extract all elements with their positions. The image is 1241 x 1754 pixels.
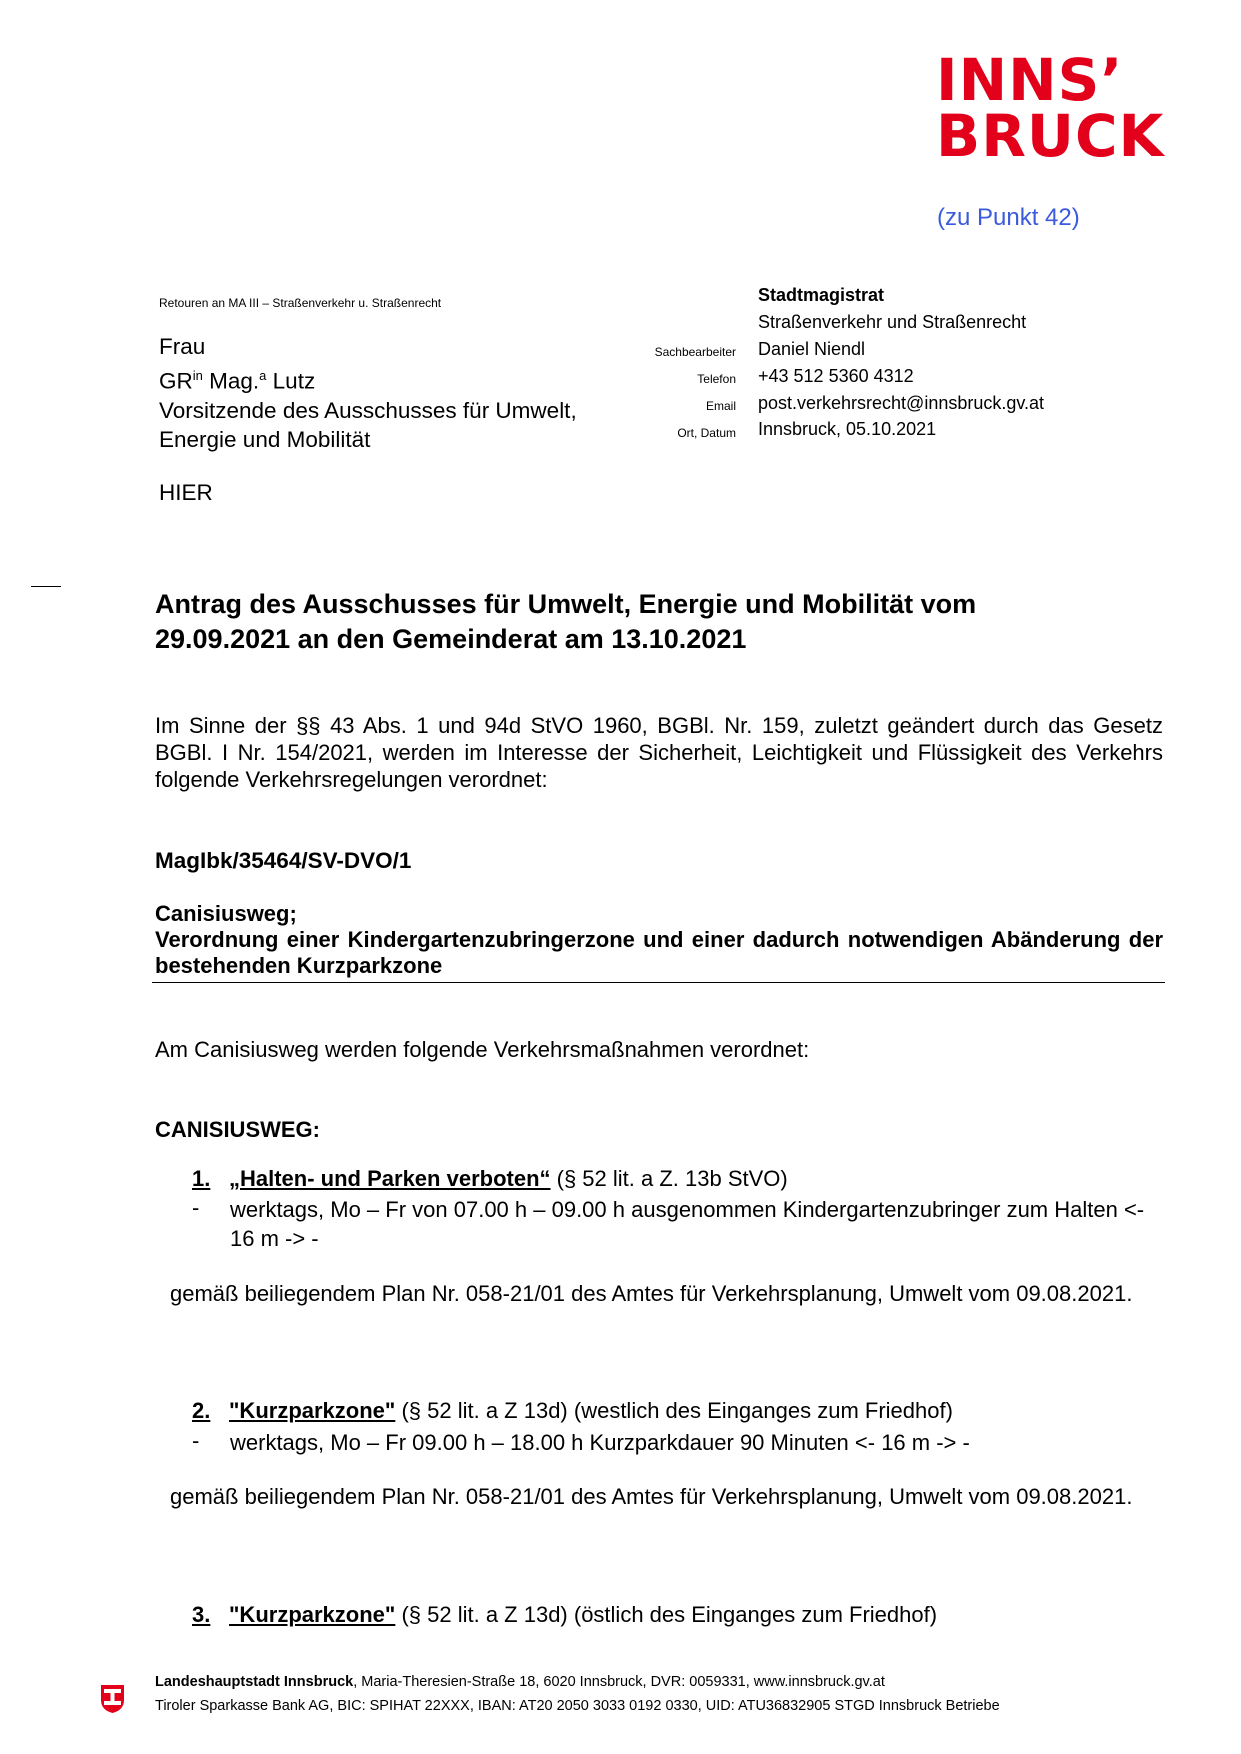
document-title-line-2: 29.09.2021 an den Gemeinderat am 13.10.2021 — [155, 624, 747, 654]
recipient-name-line — [159, 361, 577, 396]
measure-item-1-plan: gemäß beiliegendem Plan Nr. 058-21/01 des Amtes für Verkehrsplanung, Umwelt vom 09.08.2021. — [170, 1281, 1133, 1306]
recipient-salutation: Frau — [159, 334, 206, 359]
recipient-title-sup: a — [259, 368, 267, 383]
measure-item-3-number: 3. — [192, 1602, 211, 1627]
street-heading: CANISIUSWEG: — [155, 1117, 320, 1142]
measure-item-2-plan: gemäß beiliegendem Plan Nr. 058-21/01 des Amtes für Verkehrsplanung, Umwelt vom 09.08.2021. — [170, 1484, 1133, 1509]
sender-value-phone: +43 512 5360 4312 — [758, 366, 914, 386]
measure-item-1-label: „Halten- und Parken verboten“ — [229, 1166, 551, 1191]
sender-value-date: Innsbruck, 05.10.2021 — [758, 419, 937, 439]
city-crest-icon — [100, 1684, 125, 1714]
sender-label-clerk: Sachbearbeiter — [654, 345, 736, 359]
measure-item-1-rest: (§ 52 lit. a Z. 13b StVO) — [550, 1166, 788, 1191]
fold-mark — [31, 586, 61, 587]
document-title-line-1: Antrag des Ausschusses für Umwelt, Energie und Mobilität vom — [155, 589, 977, 619]
measure-item-2-rest: (§ 52 lit. a Z 13d) (westlich des Einganges zum Friedhof) — [395, 1398, 953, 1423]
subject-line-2: Verordnung einer Kindergartenzubringerzone und einer dadurch notwendigen Abänderung der bestehenden Kurzparkzone — [155, 927, 1163, 978]
innsbruck-logo — [936, 46, 1186, 170]
measure-item-3-label: "Kurzparkzone" — [229, 1602, 396, 1627]
sender-value-clerk: Daniel Niendl — [758, 339, 866, 359]
recipient-name-prefix: GR — [159, 368, 193, 394]
legal-intro: Im Sinne der §§ 43 Abs. 1 und 94d StVO 1960, BGBl. Nr. 159, zuletzt geändert durch das Gesetz BGBl. I Nr. 154/2021, werden im Interesse der Sicherheit, Leichtigkeit und Flüssigkeit des Verkehrs folgende Verkehrsregelungen verordnet: — [155, 713, 1163, 792]
subject-block — [155, 901, 1163, 979]
sender-label-email: Email — [705, 399, 736, 413]
agenda-point-reference: (zu Punkt 42) — [937, 204, 1080, 231]
footer-city-name: Landeshauptstadt Innsbruck — [155, 1674, 354, 1690]
measure-item-2-heading — [192, 1398, 953, 1424]
measure-item-2-label: "Kurzparkzone" — [229, 1398, 396, 1423]
measure-item-2-dash: - — [192, 1428, 200, 1453]
recipient-title: Mag. — [209, 368, 260, 394]
measure-item-3-heading — [192, 1602, 937, 1628]
footer-line-2: Tiroler Sparkasse Bank AG, BIC: SPIHAT 22XXX, IBAN: AT20 2050 3033 0192 0330, UID: ATU36832905 STGD Innsbruck Betriebe — [155, 1698, 1000, 1714]
logo-line-2: BRUCK — [936, 102, 1165, 170]
measures-intro: Am Canisiusweg werden folgende Verkehrsmaßnahmen verordnet: — [155, 1037, 810, 1062]
subject-line-1: Canisiusweg; — [155, 901, 297, 926]
measure-item-1-heading — [192, 1166, 788, 1192]
reference-number: MagIbk/35464/SV-DVO/1 — [155, 848, 412, 873]
sender-label-phone: Telefon — [697, 372, 736, 386]
sender-label-date: Ort, Datum — [677, 426, 736, 440]
sender-org: Stadtmagistrat — [758, 285, 885, 305]
recipient-name: Lutz — [272, 368, 316, 394]
footer-address: , Maria-Theresien-Straße 18, 6020 Innsbruck, DVR: 0059331, www.innsbruck.gv.at — [353, 1674, 885, 1690]
recipient-hier: HIER — [159, 480, 213, 505]
measure-item-3-rest: (§ 52 lit. a Z 13d) (östlich des Einganges zum Friedhof) — [395, 1602, 938, 1627]
recipient-name-prefix-sup: in — [192, 368, 203, 383]
sender-dept: Straßenverkehr und Straßenrecht — [758, 312, 1027, 332]
measure-item-1-number: 1. — [192, 1166, 211, 1191]
recipient-role-line-1: Vorsitzende des Ausschusses für Umwelt, — [159, 397, 577, 423]
sender-value-email: post.verkehrsrecht@innsbruck.gv.at — [758, 393, 1045, 413]
recipient-address — [159, 332, 577, 454]
document-title — [155, 587, 1105, 657]
measure-item-2-number: 2. — [192, 1398, 211, 1423]
subject-divider — [152, 982, 1165, 983]
footer-line-1 — [155, 1674, 885, 1690]
logo-line-1: INNS’ — [936, 46, 1124, 114]
measure-item-1-detail: werktags, Mo – Fr von 07.00 h – 09.00 h ausgenommen Kindergartenzubringer zum Halten <- 16 m -> - — [230, 1197, 1145, 1251]
return-address: Retouren an MA III – Straßenverkehr u. Straßenrecht — [159, 296, 442, 310]
measure-item-2-detail: werktags, Mo – Fr 09.00 h – 18.00 h Kurzparkdauer 90 Minuten <- 16 m -> - — [230, 1430, 970, 1455]
measure-item-1-dash: - — [192, 1195, 200, 1220]
recipient-role-line-2: Energie und Mobilität — [159, 426, 371, 452]
